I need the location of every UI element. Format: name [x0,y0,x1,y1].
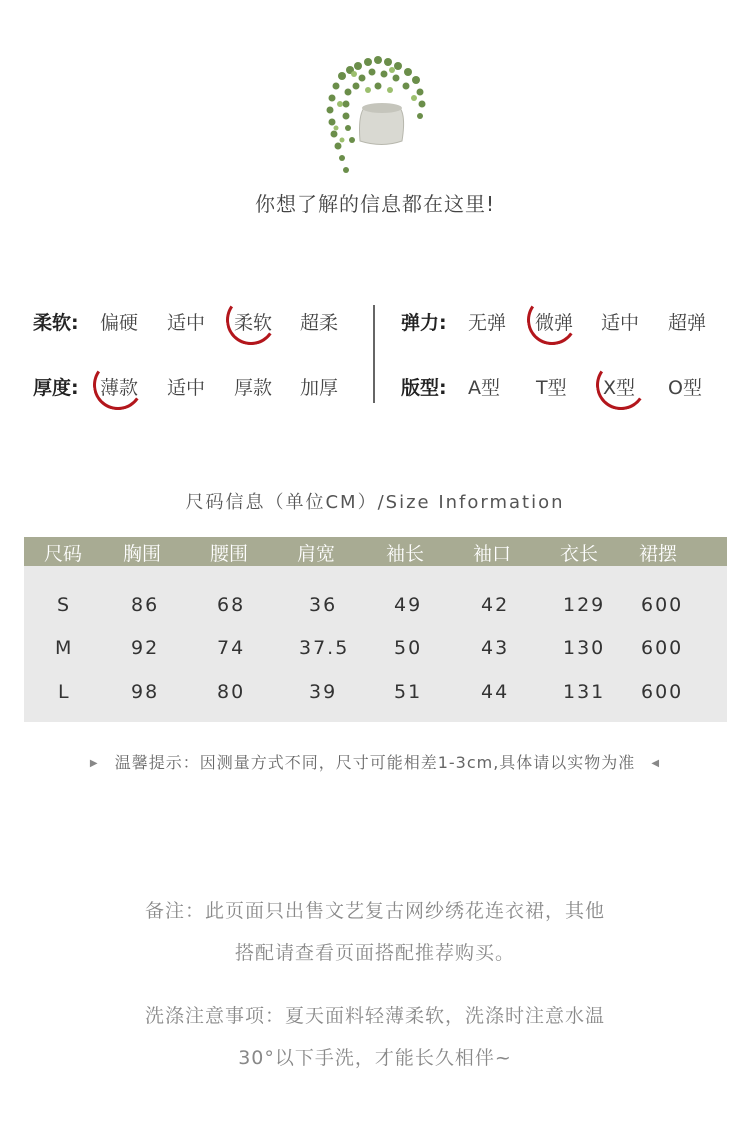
washing-note-line-1: 洗涤注意事项：夏天面料轻薄柔软，洗涤时注意水温 [144,1005,605,1027]
table-cell: 130 [563,637,606,659]
page-tagline: 你想了解的信息都在这里! [254,192,496,216]
triangle-left-icon: ◀ [651,758,661,769]
table-cell: S [57,594,72,616]
measurement-tip [0,750,750,773]
thickness-option-medium: 适中 [167,377,206,399]
table-cell: 51 [394,681,423,703]
table-cell: 39 [309,681,338,703]
softness-label: 柔软: [33,312,79,334]
table-cell: 36 [309,594,338,616]
table-cell: 44 [481,681,510,703]
table-cell: 98 [131,681,160,703]
table-row [24,637,727,663]
table-cell: 49 [394,594,423,616]
elasticity-option-slight: 微弹 [535,312,574,334]
header-bust: 胸围 [123,543,162,565]
elasticity-option-none: 无弹 [468,312,507,334]
attribute-divider [373,305,375,403]
header-hem: 裙摆 [639,543,678,565]
header-sleeve-length: 袖长 [386,543,425,565]
thickness-option-thick: 厚款 [234,377,273,399]
table-cell: 43 [481,637,510,659]
table-cell: 37.5 [299,637,350,659]
table-cell: 600 [641,681,684,703]
table-cell: 50 [394,637,423,659]
table-cell: 42 [481,594,510,616]
table-cell: M [55,637,74,659]
triangle-right-icon: ▶ [89,758,99,769]
table-cell: 600 [641,637,684,659]
thickness-option-thin: 薄款 [100,377,139,399]
table-row [24,681,727,707]
note-line-2: 搭配请查看页面搭配推荐购买。 [234,942,515,964]
table-cell: 74 [217,637,246,659]
fit-option-a: A型 [468,377,500,399]
size-table-header [24,537,727,566]
softness-option-hard: 偏硬 [100,312,139,334]
size-info-title: 尺码信息（单位CM）/Size Information [185,492,565,513]
softness-option-soft: 柔软 [234,312,273,334]
thickness-option-extra-thick: 加厚 [300,377,339,399]
table-row [24,594,727,620]
fit-label: 版型: [401,377,447,399]
softness-option-medium: 适中 [167,312,206,334]
table-cell: 92 [131,637,160,659]
header-length: 衣长 [560,543,599,565]
table-cell: 131 [563,681,606,703]
elasticity-label: 弹力: [401,312,447,334]
table-cell: 600 [641,594,684,616]
plant-illustration [312,46,432,186]
table-cell: 68 [217,594,246,616]
header-shoulder: 肩宽 [297,543,336,565]
table-cell: 129 [563,594,606,616]
note-line-1: 备注：此页面只出售文艺复古网纱绣花连衣裙，其他 [144,900,605,922]
table-cell: L [58,681,71,703]
header-waist: 腰围 [210,543,249,565]
table-cell: 80 [217,681,246,703]
elasticity-option-medium: 适中 [601,312,640,334]
header-size: 尺码 [44,543,83,565]
fit-option-t: T型 [536,377,567,399]
softness-option-super-soft: 超柔 [300,312,339,334]
table-cell: 86 [131,594,160,616]
measurement-tip-text: 温馨提示：因测量方式不同，尺寸可能相差1-3cm,具体请以实物为准 [114,753,636,772]
fit-option-x: X型 [603,377,636,399]
washing-note-line-2: 30°以下手洗，才能长久相伴~ [238,1047,512,1069]
fit-option-o: O型 [668,377,702,399]
elasticity-option-super: 超弹 [668,312,707,334]
size-table-body [24,566,727,722]
header-cuff: 袖口 [473,543,512,565]
thickness-label: 厚度: [33,377,79,399]
